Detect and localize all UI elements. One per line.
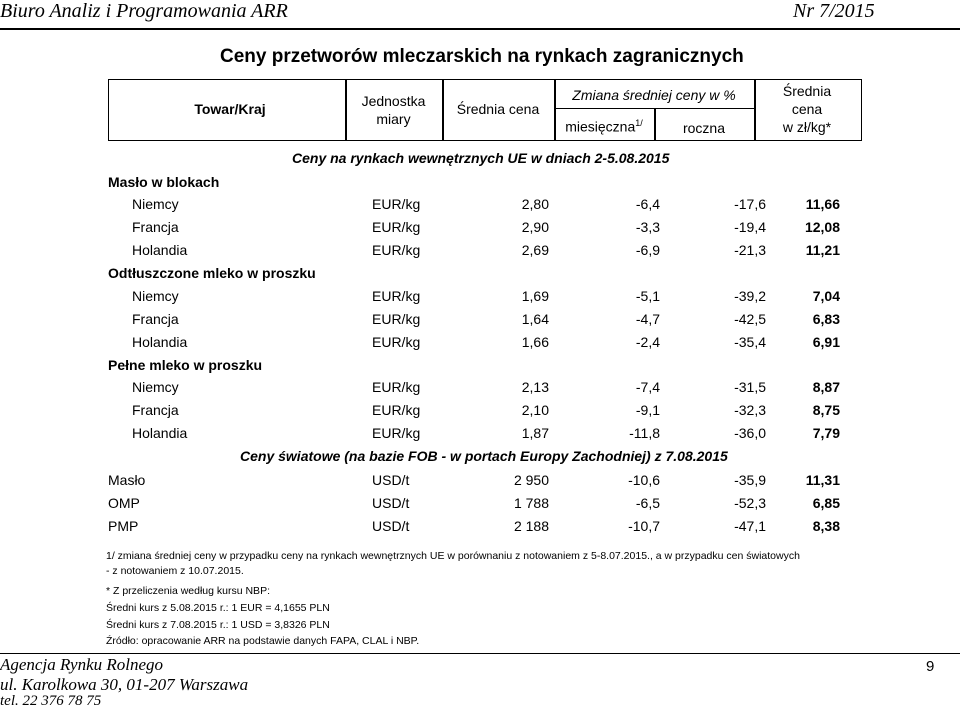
col-header-product: Towar/Kraj [194, 101, 266, 117]
row-avg-price: 1,64 [521, 311, 549, 327]
row-monthly-change: -10,7 [628, 518, 660, 534]
col-header-yearly: roczna [682, 120, 726, 136]
exchange-rate-eur: Średni kurs z 5.08.2015 r.: 1 EUR = 4,1655 PLN [106, 602, 330, 614]
table-row [0, 379, 960, 401]
col-header-unit-1: Jednostka [361, 93, 426, 109]
row-avg-price: 2,10 [521, 402, 549, 418]
row-country: Niemcy [132, 288, 179, 304]
row-yearly-change: -21,3 [734, 242, 766, 258]
row-unit: EUR/kg [372, 379, 421, 395]
row-unit: EUR/kg [372, 242, 421, 258]
row-country: Francja [132, 402, 179, 418]
table-row [0, 311, 960, 333]
row-avg-price: 2,13 [521, 379, 549, 395]
row-monthly-change: -2,4 [635, 334, 660, 350]
row-unit: EUR/kg [372, 196, 421, 212]
footnote-1: 1/ zmiana średniej ceny w przypadku ceny na rynkach wewnętrznych UE w porównaniu z notowaniem z 5-8.07.2015., a w przypadku cen światowych [106, 550, 800, 562]
row-avg-price: 1,66 [521, 334, 549, 350]
row-unit: EUR/kg [372, 425, 421, 441]
row-yearly-change: -47,1 [734, 518, 766, 534]
footer-divider [0, 653, 960, 654]
row-country: Holandia [132, 242, 188, 258]
section-eu-prices: Ceny na rynkach wewnętrznych UE w dniach 2-5.08.2015 [292, 150, 670, 166]
row-pln-price: 6,85 [812, 495, 840, 511]
category-butter: Masło w blokach [108, 174, 220, 190]
row-pln-price: 12,08 [804, 219, 840, 235]
report-issue-number: Nr 7/2015 [793, 0, 875, 22]
table-row [0, 495, 960, 517]
row-avg-price: 2 950 [513, 472, 549, 488]
table-row [0, 402, 960, 424]
row-pln-price: 11,21 [805, 242, 840, 258]
row-monthly-change: -3,3 [635, 219, 660, 235]
table-row [0, 196, 960, 218]
col-header-monthly [554, 118, 654, 135]
row-monthly-change: -6,4 [635, 196, 660, 212]
row-monthly-change: -6,5 [635, 495, 660, 511]
row-product: OMP [108, 495, 140, 511]
row-pln-price: 8,75 [812, 402, 840, 418]
col-header-pln-2: cena [791, 101, 823, 117]
table-row [0, 334, 960, 356]
row-avg-price: 2,80 [521, 196, 549, 212]
row-pln-price: 6,91 [812, 334, 840, 350]
header-divider [0, 28, 960, 30]
report-header-title: Biuro Analiz i Programowania ARR [0, 0, 288, 22]
footnote-exchange: * Z przeliczenia według kursu NBP: [106, 585, 270, 597]
footer-agency: Agencja Rynku Rolnego [0, 655, 164, 674]
row-yearly-change: -17,6 [734, 196, 766, 212]
col-header-pln-1: Średnia [782, 83, 832, 99]
row-pln-price: 7,04 [812, 288, 840, 304]
row-unit: EUR/kg [372, 219, 421, 235]
row-pln-price: 11,31 [805, 472, 840, 488]
table-row [0, 472, 960, 494]
row-avg-price: 1,69 [521, 288, 549, 304]
row-country: Francja [132, 219, 179, 235]
row-country: Niemcy [132, 379, 179, 395]
row-unit: EUR/kg [372, 402, 421, 418]
row-pln-price: 8,87 [812, 379, 840, 395]
col-header-avg: Średnia cena [456, 101, 540, 117]
source-note: Źródło: opracowanie ARR na podstawie danych FAPA, CLAL i NBP. [106, 635, 420, 647]
row-country: Niemcy [132, 196, 179, 212]
row-unit: USD/t [372, 472, 410, 488]
row-monthly-change: -6,9 [635, 242, 660, 258]
row-avg-price: 1 788 [513, 495, 549, 511]
row-yearly-change: -19,4 [734, 219, 766, 235]
row-yearly-change: -32,3 [734, 402, 766, 418]
row-pln-price: 6,83 [812, 311, 840, 327]
col-header-unit-2: miary [376, 111, 411, 127]
table-row [0, 288, 960, 310]
header-cell-unit [345, 79, 444, 141]
row-country: Francja [132, 311, 179, 327]
footnote-1-cont: - z notowaniem z 10.07.2015. [106, 565, 244, 577]
row-avg-price: 2 188 [513, 518, 549, 534]
row-unit: EUR/kg [372, 311, 421, 327]
row-unit: EUR/kg [372, 334, 421, 350]
row-yearly-change: -42,5 [734, 311, 766, 327]
table-row [0, 242, 960, 264]
row-yearly-change: -39,2 [734, 288, 766, 304]
row-yearly-change: -35,4 [734, 334, 766, 350]
page-title: Ceny przetworów mleczarskich na rynkach zagranicznych [220, 46, 744, 67]
row-yearly-change: -35,9 [734, 472, 766, 488]
row-yearly-change: -31,5 [734, 379, 766, 395]
table-row [0, 425, 960, 447]
section-world-prices: Ceny światowe (na bazie FOB - w portach Europy Zachodniej) z 7.08.2015 [240, 448, 728, 464]
row-unit: USD/t [372, 495, 410, 511]
row-product: PMP [108, 518, 139, 534]
footer-address: ul. Karolkowa 30, 01-207 Warszawa [0, 675, 249, 694]
col-header-monthly-label: miesięczna [565, 118, 636, 135]
category-whole-milk-powder: Pełne mleko w proszku [108, 357, 263, 373]
row-monthly-change: -4,7 [635, 311, 660, 327]
row-monthly-change: -7,4 [635, 379, 660, 395]
row-monthly-change: -11,8 [629, 425, 660, 441]
row-avg-price: 2,90 [521, 219, 549, 235]
row-monthly-change: -9,1 [635, 402, 660, 418]
row-yearly-change: -52,3 [734, 495, 766, 511]
row-product: Masło [108, 472, 146, 488]
table-row [0, 518, 960, 540]
row-pln-price: 7,79 [812, 425, 840, 441]
row-pln-price: 11,66 [805, 196, 840, 212]
row-country: Holandia [132, 425, 188, 441]
row-monthly-change: -5,1 [635, 288, 660, 304]
exchange-rate-usd: Średni kurs z 7.08.2015 r.: 1 USD = 3,8326 PLN [106, 619, 330, 631]
row-monthly-change: -10,6 [628, 472, 660, 488]
row-unit: EUR/kg [372, 288, 421, 304]
page-number: 9 [926, 658, 935, 675]
footer-phone: tel. 22 376 78 75 [0, 693, 102, 709]
row-avg-price: 2,69 [521, 242, 549, 258]
category-skim-milk-powder: Odtłuszczone mleko w proszku [108, 265, 316, 281]
col-header-monthly-footnote: 1/ [635, 118, 643, 128]
table-row [0, 219, 960, 241]
col-header-pln-3: w zł/kg* [782, 119, 832, 135]
row-country: Holandia [132, 334, 188, 350]
row-pln-price: 8,38 [812, 518, 840, 534]
col-header-change: Zmiana średniej ceny w % [572, 87, 736, 103]
row-avg-price: 1,87 [521, 425, 549, 441]
row-yearly-change: -36,0 [734, 425, 766, 441]
row-unit: USD/t [372, 518, 410, 534]
